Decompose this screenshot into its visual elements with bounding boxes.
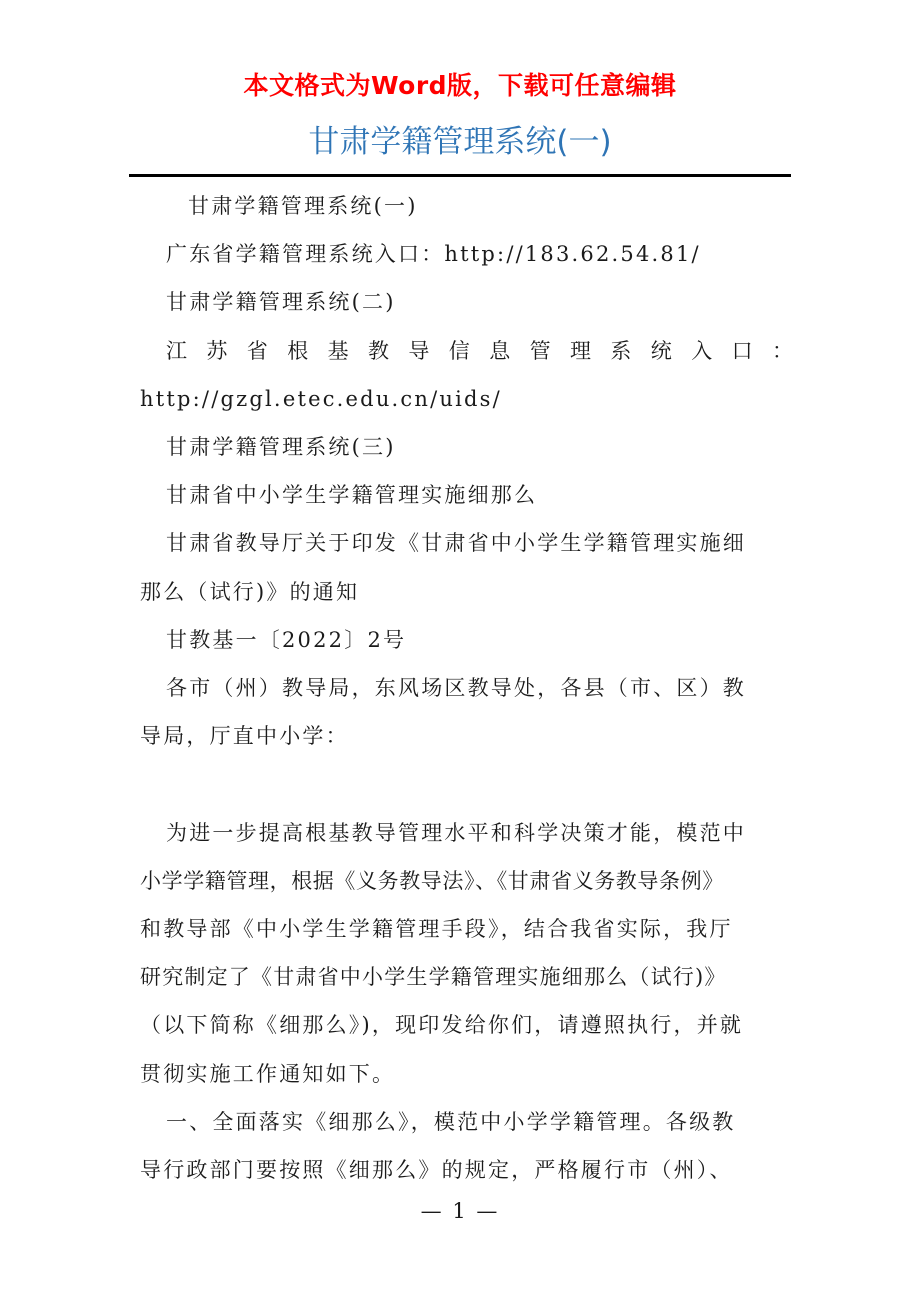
paragraph-line: 小学学籍管理，根据《义务教导法》、《甘肃省义务教导条例》: [140, 868, 724, 893]
document-number-line: 甘教基一〔2022〕2号: [166, 627, 407, 652]
recipients-line: 导局，厅直中小学：: [140, 724, 349, 749]
page-footer: [0, 1196, 920, 1226]
paragraph-line: （以下简称《细那么》)，现印发给你们，请遵照执行，并就: [140, 1013, 744, 1038]
word-format-banner: [0, 66, 920, 106]
banner-text: 本文格式为Word版，下载可任意编辑: [243, 71, 677, 100]
text-line: 甘肃省教导厅关于印发《甘肃省中小学生学籍管理实施细: [166, 531, 746, 556]
document-body: [140, 182, 813, 1194]
title-divider: [129, 174, 791, 177]
subheading-line: 甘肃学籍管理系统(三): [166, 435, 396, 460]
text-line: 那么（试行)》的通知: [140, 579, 360, 604]
text-line: 广东省学籍管理系统入口：http://183.62.54.81/: [166, 242, 701, 267]
paragraph-line: 一、全面落实《细那么》，模范中小学学籍管理。各级教: [166, 1109, 736, 1134]
recipients-line: 各市（州）教导局，东风场区教导处，各县（市、区）教: [166, 676, 746, 701]
subheading-line: 甘肃学籍管理系统(二): [166, 290, 396, 315]
text-line: 甘肃省中小学生学籍管理实施细那么: [166, 483, 538, 508]
blank-line: [140, 760, 780, 808]
paragraph-line: 和教导部《中小学生学籍管理手段》，结合我省实际，我厅: [140, 917, 733, 942]
subheading-line: 甘肃学籍管理系统(一): [188, 194, 418, 218]
url-line: http://gzgl.etec.edu.cn/uids/: [140, 386, 502, 411]
title-text: 甘肃学籍管理系统(一): [308, 124, 612, 160]
text-line: 江苏省根基教导信息管理系统入口：: [166, 338, 813, 363]
page-number: — 1 —: [420, 1199, 500, 1223]
paragraph-line: 导行政部门要按照《细那么》的规定，严格履行市（州）、: [140, 1158, 733, 1183]
paragraph-line: 研究制定了《甘肃省中小学生学籍管理实施细那么（试行)》: [140, 965, 727, 990]
paragraph-line: 贯彻实施工作通知如下。: [140, 1061, 396, 1086]
document-title: [0, 118, 920, 166]
paragraph-line: 为进一步提高根基教导管理水平和科学决策才能，模范中: [166, 820, 746, 845]
